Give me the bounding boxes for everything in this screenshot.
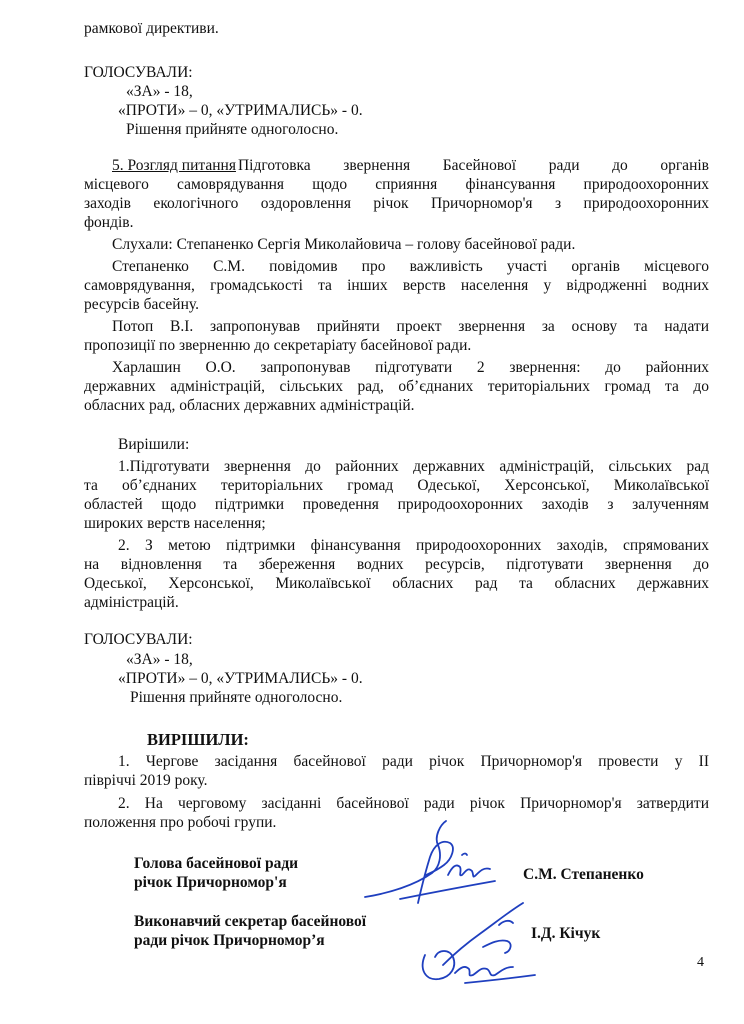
resolved-p2-line3: Одеської, Херсонської, Миколаївської обласних рад та обласних державних [84, 575, 709, 592]
stepanenko-line3: ресурсів басейну. [84, 296, 199, 313]
potop-line2: пропозиції по зверненню до секретаріату басейнової ради. [84, 337, 472, 354]
head-title-line2: річок Причорномор'я [134, 874, 287, 891]
resolved-p1-line4: широких верств населення; [84, 515, 266, 532]
item5-line4: фондів. [84, 214, 134, 231]
vote1-za: «ЗА» - 18, [126, 83, 193, 100]
kharlashyn-line2: державних адміністрацій, сільських рад, об’єднаних територіальних громад та до [84, 378, 709, 395]
kharlashyn-line1: Харлашин О.О. запропонував підготувати 2 звернення: до районних [112, 359, 709, 376]
resolved-p1-line1: 1.Підготувати звернення до районних державних адміністрацій, сільських рад [118, 458, 709, 475]
secretary-title-line1: Виконавчий секретар басейнової [134, 913, 367, 930]
resolved-header: Вирішили: [118, 436, 190, 453]
page-number: 4 [697, 955, 704, 970]
vote1-decision: Рішення прийняте одноголосно. [126, 121, 339, 138]
secretary-title-line2: ради річок Причорномор’я [134, 932, 325, 949]
vote2-decision: Рішення прийняте одноголосно. [130, 689, 343, 706]
secretary-signature [395, 895, 555, 990]
item5-label: 5. Розгляд питання [112, 157, 236, 174]
vote2-proty: «ПРОТИ» – 0, «УТРИМАЛИСЬ» - 0. [118, 670, 363, 687]
vote1-proty: «ПРОТИ» – 0, «УТРИМАЛИСЬ» - 0. [118, 102, 363, 119]
stepanenko-line2: самоврядування, громадськості та інших верств населення у відродженні водних [84, 277, 709, 294]
item5-line1: Підготовка звернення Басейнової ради до органів [237, 157, 709, 174]
secretary-name: І.Д. Кічук [531, 925, 601, 942]
final-p2-line1: 2. На черговому засіданні басейнової ради річок Причорномор'я затвердити [118, 795, 709, 812]
kharlashyn-line3: обласних рад, обласних державних адміністрацій. [84, 397, 415, 414]
resolved-p2-line4: адміністрацій. [84, 594, 179, 611]
heard-line: Слухали: Степаненко Сергія Миколайовича – голову басейнової ради. [112, 236, 576, 253]
item5-line2: місцевого самоврядування щодо сприяння фінансування природоохоронних [84, 176, 709, 193]
item5-line3: заходів екологічного оздоровлення річок Причорномор'я з природоохоронних [84, 195, 709, 212]
item5-first-line [112, 157, 709, 175]
stepanenko-line1: Степаненко С.М. повідомив про важливість участі органів місцевого [112, 258, 709, 275]
head-title-line1: Голова басейнової ради [134, 855, 299, 872]
vote2-za: «ЗА» - 18, [126, 651, 193, 668]
vote1-header: ГОЛОСУВАЛИ: [84, 64, 193, 81]
resolved-p1-line3: областей щодо підтримки проведення природоохоронних заходів з залученням [84, 496, 709, 513]
final-p2-line2: положення про робочі групи. [84, 814, 277, 831]
resolved-p1-line2: та об’єднаних територіальних громад Одеської, Херсонської, Миколаївської [84, 477, 709, 494]
final-header: ВИРІШИЛИ: [147, 730, 249, 749]
resolved-p2-line2: на відновлення та збереження водних ресурсів, підготувати звернення до [84, 556, 709, 573]
final-p1-line2: півріччі 2019 року. [84, 772, 208, 789]
final-p1-line1: 1. Чергове засідання басейнової ради річок Причорномор'я провести у ІІ [118, 753, 709, 770]
resolved-p2-line1: 2. З метою підтримки фінансування природоохоронних заходів, спрямованих [118, 537, 709, 554]
potop-line1: Потоп В.І. запропонував прийняти проект звернення за основу та надати [112, 318, 709, 335]
head-name: С.М. Степаненко [523, 866, 644, 883]
intro-line: рамкової директиви. [84, 20, 219, 37]
vote2-header: ГОЛОСУВАЛИ: [84, 631, 193, 648]
